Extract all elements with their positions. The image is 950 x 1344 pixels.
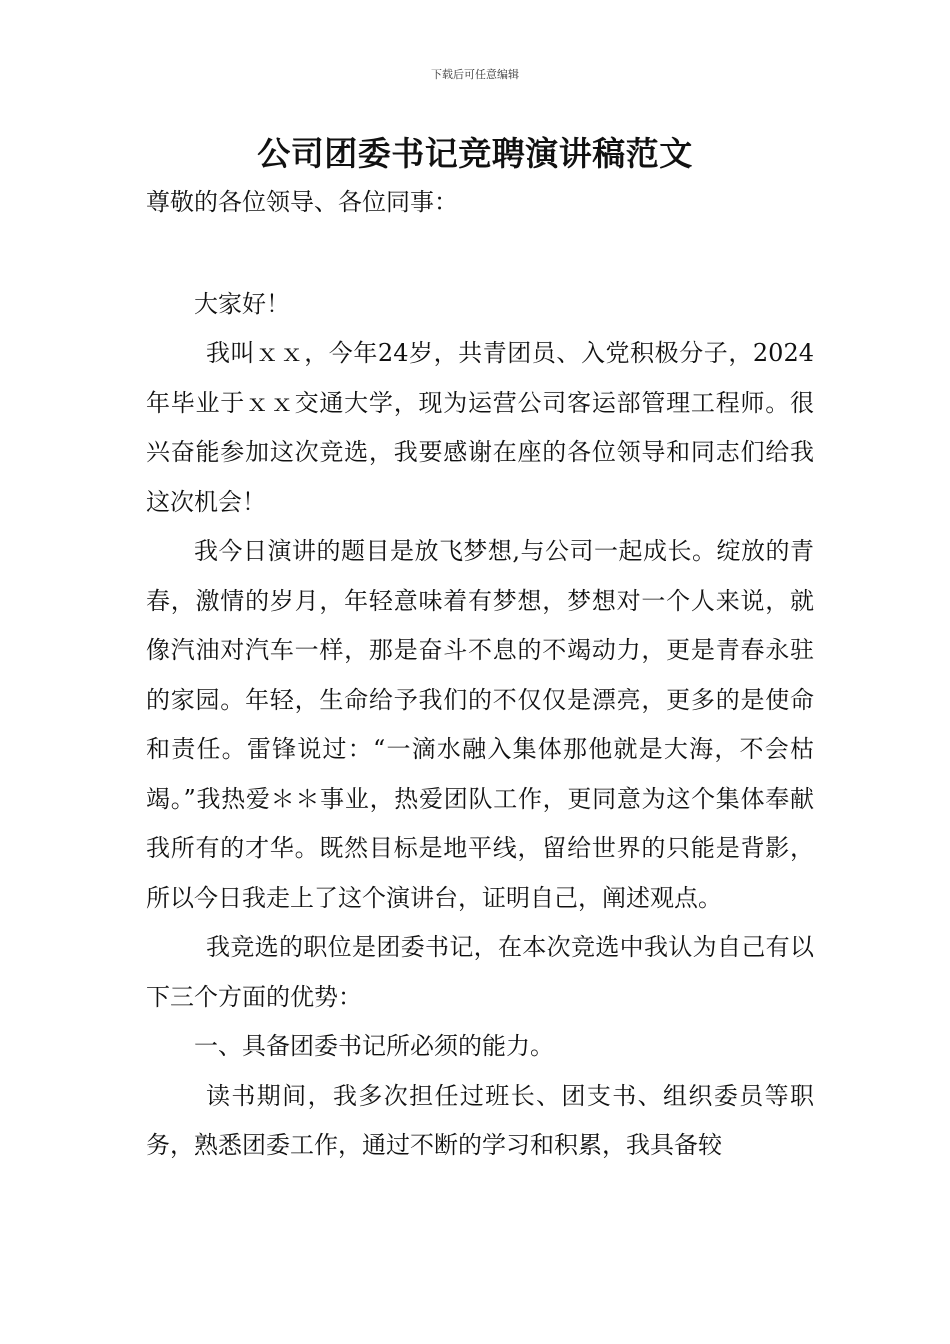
document-title: 公司团委书记竞聘演讲稿范文: [257, 134, 693, 173]
header-note: 下载后可任意编辑: [431, 68, 519, 81]
paragraph-position: 我竞选的职位是团委书记，在本次竞选中我认为自己有以下三个方面的优势：: [146, 933, 814, 1011]
paragraph-study-experience: 读书期间，我多次担任过班长、团支书、组织委员等职务，熟悉团委工作，通过不断的学习和积累，我具备较: [146, 1081, 814, 1159]
salutation: 尊敬的各位领导、各位同事：: [146, 188, 458, 216]
paragraph-section-heading-1: 一、具备团委书记所必须的能力。: [194, 1032, 554, 1060]
paragraph-speech-topic: 我今日演讲的题目是放飞梦想,与公司一起成长。绽放的青春，激情的岁月，年轻意味着有梦想，梦想对一个人来说，就像汽油对汽车一样，那是奋斗不息的不竭动力，更是青春永驻的家园。年轻，生命给予我们的不仅仅是漂亮，更多的是使命和责任。雷锋说过：“一滴水融入集体那他就是大海，不会枯竭。”我热爱＊＊事业，热爱团队工作，更同意为这个集体奉献我所有的才华。既然目标是地平线，留给世界的只能是背影，所以今日我走上了这个演讲台，证明自己，阐述观点。: [146, 537, 814, 912]
document-body: [146, 178, 814, 1171]
paragraph-introduction: 我叫ｘｘ，今年24岁，共青团员、入党积极分子，2024年毕业于ｘｘ交通大学，现为运营公司客运部管理工程师。很兴奋能参加这次竞选，我要感谢在座的各位领导和同志们给我这次机会！: [146, 339, 814, 516]
paragraph-greeting: 大家好！: [194, 289, 290, 318]
